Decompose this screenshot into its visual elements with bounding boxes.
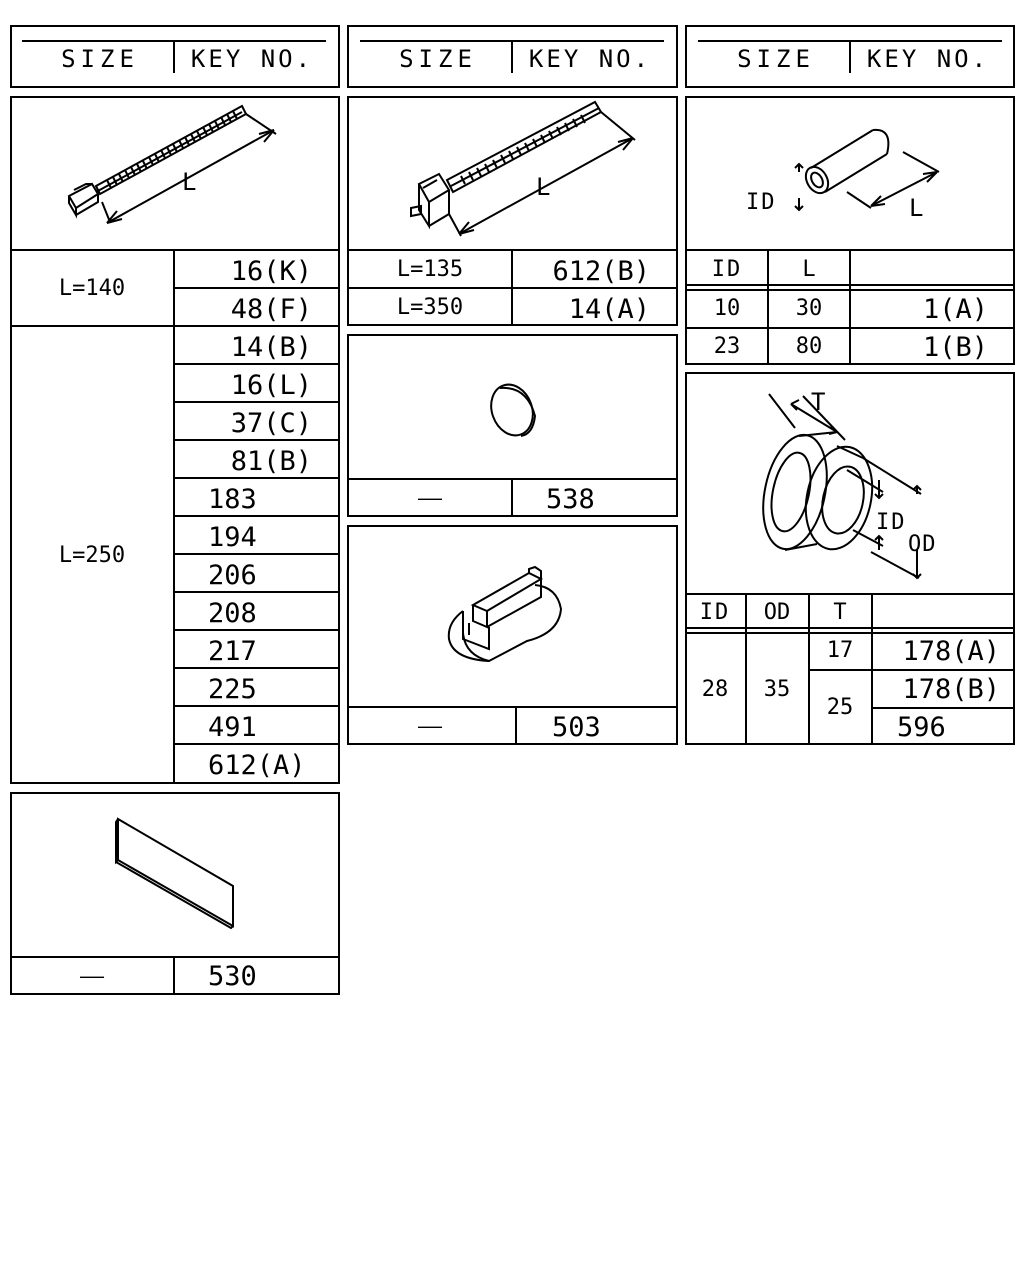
col1-row-rule bbox=[174, 591, 340, 593]
col1-key-194: 194 bbox=[208, 522, 257, 553]
col3-grommet-id-28: 28 bbox=[701, 677, 729, 702]
col3-grommet-rule bbox=[872, 707, 1015, 709]
col1-plate-divider bbox=[173, 956, 175, 995]
col3-tube-divider bbox=[849, 249, 851, 365]
col3-tube-id-10: 10 bbox=[713, 296, 741, 321]
col3-key-178b: 178(B) bbox=[902, 674, 1000, 705]
col3-grommet-divider bbox=[808, 593, 810, 745]
col1-row-rule bbox=[174, 553, 340, 555]
col1-key-16l: 16(L) bbox=[230, 370, 312, 401]
col3-tube-l-30: 30 bbox=[795, 296, 823, 321]
col1-key-225: 225 bbox=[208, 674, 257, 705]
col3-grommet-id-label: ID bbox=[876, 510, 907, 535]
col3-tube-id-23: 23 bbox=[713, 334, 741, 359]
col1-row-rule bbox=[10, 325, 340, 327]
plate-icon bbox=[12, 794, 338, 954]
tube-icon bbox=[687, 98, 1013, 248]
col1-row-rule bbox=[174, 629, 340, 631]
col1-row-rule bbox=[174, 515, 340, 517]
mount-cable-tie-icon bbox=[349, 98, 676, 248]
col1-row-rule bbox=[174, 667, 340, 669]
cable-tie-icon bbox=[12, 98, 338, 248]
col1-row-rule bbox=[174, 401, 340, 403]
col3-key-596: 596 bbox=[897, 712, 946, 743]
col3-key-178a: 178(A) bbox=[902, 636, 1000, 667]
col1-row-rule bbox=[174, 439, 340, 441]
col3-grommet-t-17: 17 bbox=[826, 638, 854, 663]
col3-key-1b: 1(B) bbox=[922, 332, 988, 363]
col2-size-l135: L=135 bbox=[396, 257, 464, 282]
col2-key-538: 538 bbox=[546, 484, 595, 515]
col3-grommet-col-od: OD bbox=[763, 600, 791, 625]
disc-icon bbox=[349, 336, 676, 476]
col3-key-1a: 1(A) bbox=[922, 294, 988, 325]
col3-grommet-od-35: 35 bbox=[763, 677, 791, 702]
col2-clip-divider bbox=[515, 706, 517, 745]
col1-key-81b: 81(B) bbox=[230, 446, 312, 477]
col3-grommet-col-t: T bbox=[833, 600, 847, 625]
col3-grommet-col-id: ID bbox=[699, 600, 731, 625]
col1-size-l140: L=140 bbox=[58, 276, 126, 301]
col3-grommet-divider bbox=[871, 593, 873, 745]
header-col2-divider bbox=[511, 41, 513, 73]
col1-key-491: 491 bbox=[208, 712, 257, 743]
col1-key-183: 183 bbox=[208, 484, 257, 515]
col2-key-503: 503 bbox=[552, 712, 601, 743]
col3-tube-divider bbox=[767, 249, 769, 365]
col2-disc-size: —— bbox=[417, 486, 443, 510]
header-col3-divider bbox=[849, 41, 851, 73]
col2-clip-rule bbox=[347, 706, 678, 708]
col3-grommet-t-25: 25 bbox=[826, 695, 854, 720]
col3-grommet-rule bbox=[685, 632, 1015, 634]
col3-tube-col-l: L bbox=[802, 257, 816, 282]
col1-key-612a: 612(A) bbox=[208, 750, 306, 781]
col1-key-16k: 16(K) bbox=[230, 256, 312, 287]
col1-key-206: 206 bbox=[208, 560, 257, 591]
col1-size-l250: L=250 bbox=[58, 543, 126, 568]
col3-grommet-t-label: T bbox=[811, 388, 826, 416]
header-col2-size: SIZE bbox=[399, 45, 477, 73]
col1-row-rule bbox=[174, 363, 340, 365]
col2-size-l350: L=350 bbox=[396, 295, 464, 320]
col3-grommet-rule bbox=[685, 627, 1015, 629]
col3-grommet-divider bbox=[745, 593, 747, 745]
col1-key-217: 217 bbox=[208, 636, 257, 667]
col3-tube-l-label: L bbox=[909, 194, 924, 222]
col1-row-rule bbox=[174, 287, 340, 289]
col1-key-208: 208 bbox=[208, 598, 257, 629]
clip-icon bbox=[349, 527, 676, 705]
header-col1-key-no: KEY NO. bbox=[190, 45, 314, 73]
header-col1-size: SIZE bbox=[61, 45, 139, 73]
col1-row-rule bbox=[174, 705, 340, 707]
col1-row-rule bbox=[174, 743, 340, 745]
col1-key-37c: 37(C) bbox=[230, 408, 312, 439]
header-col2-key-no: KEY NO. bbox=[528, 45, 652, 73]
col3-tube-l-80: 80 bbox=[795, 334, 823, 359]
col3-tube-id-label: ID bbox=[746, 190, 777, 215]
grommet-icon bbox=[687, 374, 1013, 594]
col2-tie-length-label: L bbox=[536, 173, 551, 201]
col2-key-14a: 14(A) bbox=[568, 294, 650, 325]
header-col3-size: SIZE bbox=[737, 45, 815, 73]
col2-clip-size: —— bbox=[417, 714, 443, 738]
col3-tube-col-id: ID bbox=[711, 257, 743, 282]
col1-key-14b: 14(B) bbox=[230, 332, 312, 363]
col3-grommet-od-label: OD bbox=[908, 532, 937, 557]
col1-row-rule bbox=[174, 477, 340, 479]
col1-key-530: 530 bbox=[208, 961, 257, 992]
col2-size-divider bbox=[511, 249, 513, 326]
col1-row-rule bbox=[10, 249, 340, 251]
col3-grommet-rule bbox=[685, 593, 1015, 595]
col3-grommet-rule bbox=[809, 669, 1015, 671]
col2-key-612b: 612(B) bbox=[552, 256, 650, 287]
col1-key-48f: 48(F) bbox=[230, 294, 312, 325]
col1-plate-size: —— bbox=[79, 964, 105, 988]
col1-tie-length-label: L bbox=[182, 168, 197, 196]
col2-disc-divider bbox=[511, 478, 513, 517]
col1-plate-rule bbox=[10, 956, 340, 958]
header-col1-divider bbox=[173, 41, 175, 73]
header-col3-key-no: KEY NO. bbox=[866, 45, 990, 73]
